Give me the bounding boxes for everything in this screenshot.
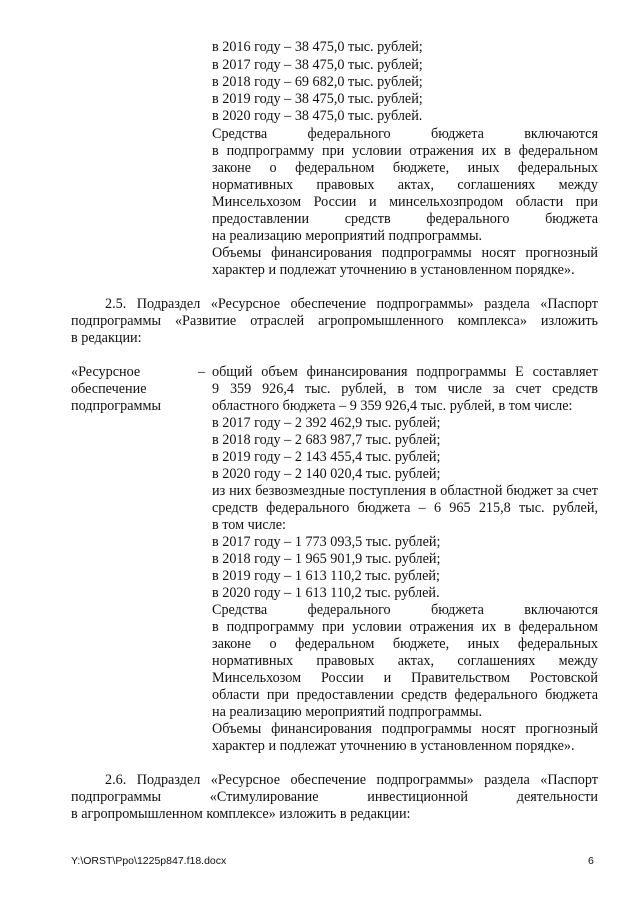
year-line: в 2017 году – 2 392 462,9 тыс. рублей; (212, 415, 441, 431)
year-line: в 2020 году – 2 140 020,4 тыс. рублей; (212, 466, 441, 482)
text-line: области при предоставлении средств федерального бюджета (212, 687, 598, 703)
resource-label: обеспечение (71, 381, 147, 397)
text-line: законе о федеральном бюджете, иных федеральных (212, 160, 598, 176)
text-line: предоставлении средств федерального бюджета (212, 211, 598, 227)
year-line: в 2017 году – 38 475,0 тыс. рублей; (212, 57, 423, 73)
text-line: областного бюджета – 9 359 926,4 тыс. рублей, в том числе: (212, 398, 573, 414)
text-line: из них безвозмездные поступления в областной бюджет за счет (212, 483, 598, 499)
year-line: в 2020 году – 1 613 110,2 тыс. рублей. (212, 585, 440, 601)
text-line: на реализацию мероприятий подпрограммы. (212, 228, 483, 244)
text-line: в агропромышленном комплексе» изложить в редакции: (71, 806, 411, 822)
text-line: характер и подлежат уточнению в установленном порядке». (212, 738, 575, 754)
year-line: в 2020 году – 38 475,0 тыс. рублей. (212, 108, 423, 124)
resource-label: «Ресурсное (71, 364, 141, 380)
text-line: подпрограммы «Развитие отраслей агропромышленного комплекса» изложить (71, 313, 598, 329)
text-line: законе о федеральном бюджете, иных федеральных (212, 636, 598, 652)
text-line: 2.5. Подраздел «Ресурсное обеспечение подпрограммы» раздела «Паспорт (105, 296, 598, 312)
text-line: Средства федерального бюджета включаются (212, 602, 598, 618)
text-line: в подпрограмму при условии отражения их в федеральном (212, 619, 598, 635)
text-line: общий объем финансирования подпрограммы Е составляет (212, 364, 598, 380)
text-line: Объемы финансирования подпрограммы носят прогнозный (212, 245, 598, 261)
text-line: нормативных правовых актах, соглашениях между (212, 177, 598, 193)
text-line: на реализацию мероприятий подпрограммы. (212, 704, 483, 720)
text-line: средств федерального бюджета – 6 965 215,8 тыс. рублей, (212, 500, 598, 516)
text-line: Минсельхозом России и минсельхозпродом области при (212, 194, 598, 210)
text-line: 2.6. Подраздел «Ресурсное обеспечение подпрограммы» раздела «Паспорт (105, 772, 598, 788)
text-line: нормативных правовых актах, соглашениях между (212, 653, 598, 669)
year-line: в 2018 году – 69 682,0 тыс. рублей; (212, 74, 423, 90)
text-line: в редакции: (71, 330, 142, 346)
page-number: 6 (588, 855, 594, 867)
text-line: 9 359 926,4 тыс. рублей, в том числе за счет средств (212, 381, 598, 397)
year-line: в 2019 году – 1 613 110,2 тыс. рублей; (212, 568, 440, 584)
footer-file-path: Y:\ORST\Ppo\1225p847.f18.docx (71, 855, 227, 867)
text-line: Средства федерального бюджета включаются (212, 126, 598, 142)
year-line: в 2017 году – 1 773 093,5 тыс. рублей; (212, 534, 441, 550)
text-line: Объемы финансирования подпрограммы носят прогнозный (212, 721, 598, 737)
year-line: в 2018 году – 1 965 901,9 тыс. рублей; (212, 551, 441, 567)
resource-label: подпрограммы (71, 398, 161, 414)
year-line: в 2018 году – 2 683 987,7 тыс. рублей; (212, 432, 441, 448)
text-line: в том числе: (212, 517, 286, 533)
text-line: характер и подлежат уточнению в установленном порядке». (212, 262, 575, 278)
text-line: в подпрограмму при условии отражения их в федеральном (212, 143, 598, 159)
text-line: подпрограммы «Стимулирование инвестиционной деятельности (71, 789, 598, 805)
dash-separator: – (198, 364, 206, 380)
year-line: в 2019 году – 2 143 455,4 тыс. рублей; (212, 449, 441, 465)
year-line: в 2019 году – 38 475,0 тыс. рублей; (212, 91, 423, 107)
text-line: Минсельхозом России и Правительством Ростовской (212, 670, 598, 686)
year-line: в 2016 году – 38 475,0 тыс. рублей; (212, 39, 423, 55)
